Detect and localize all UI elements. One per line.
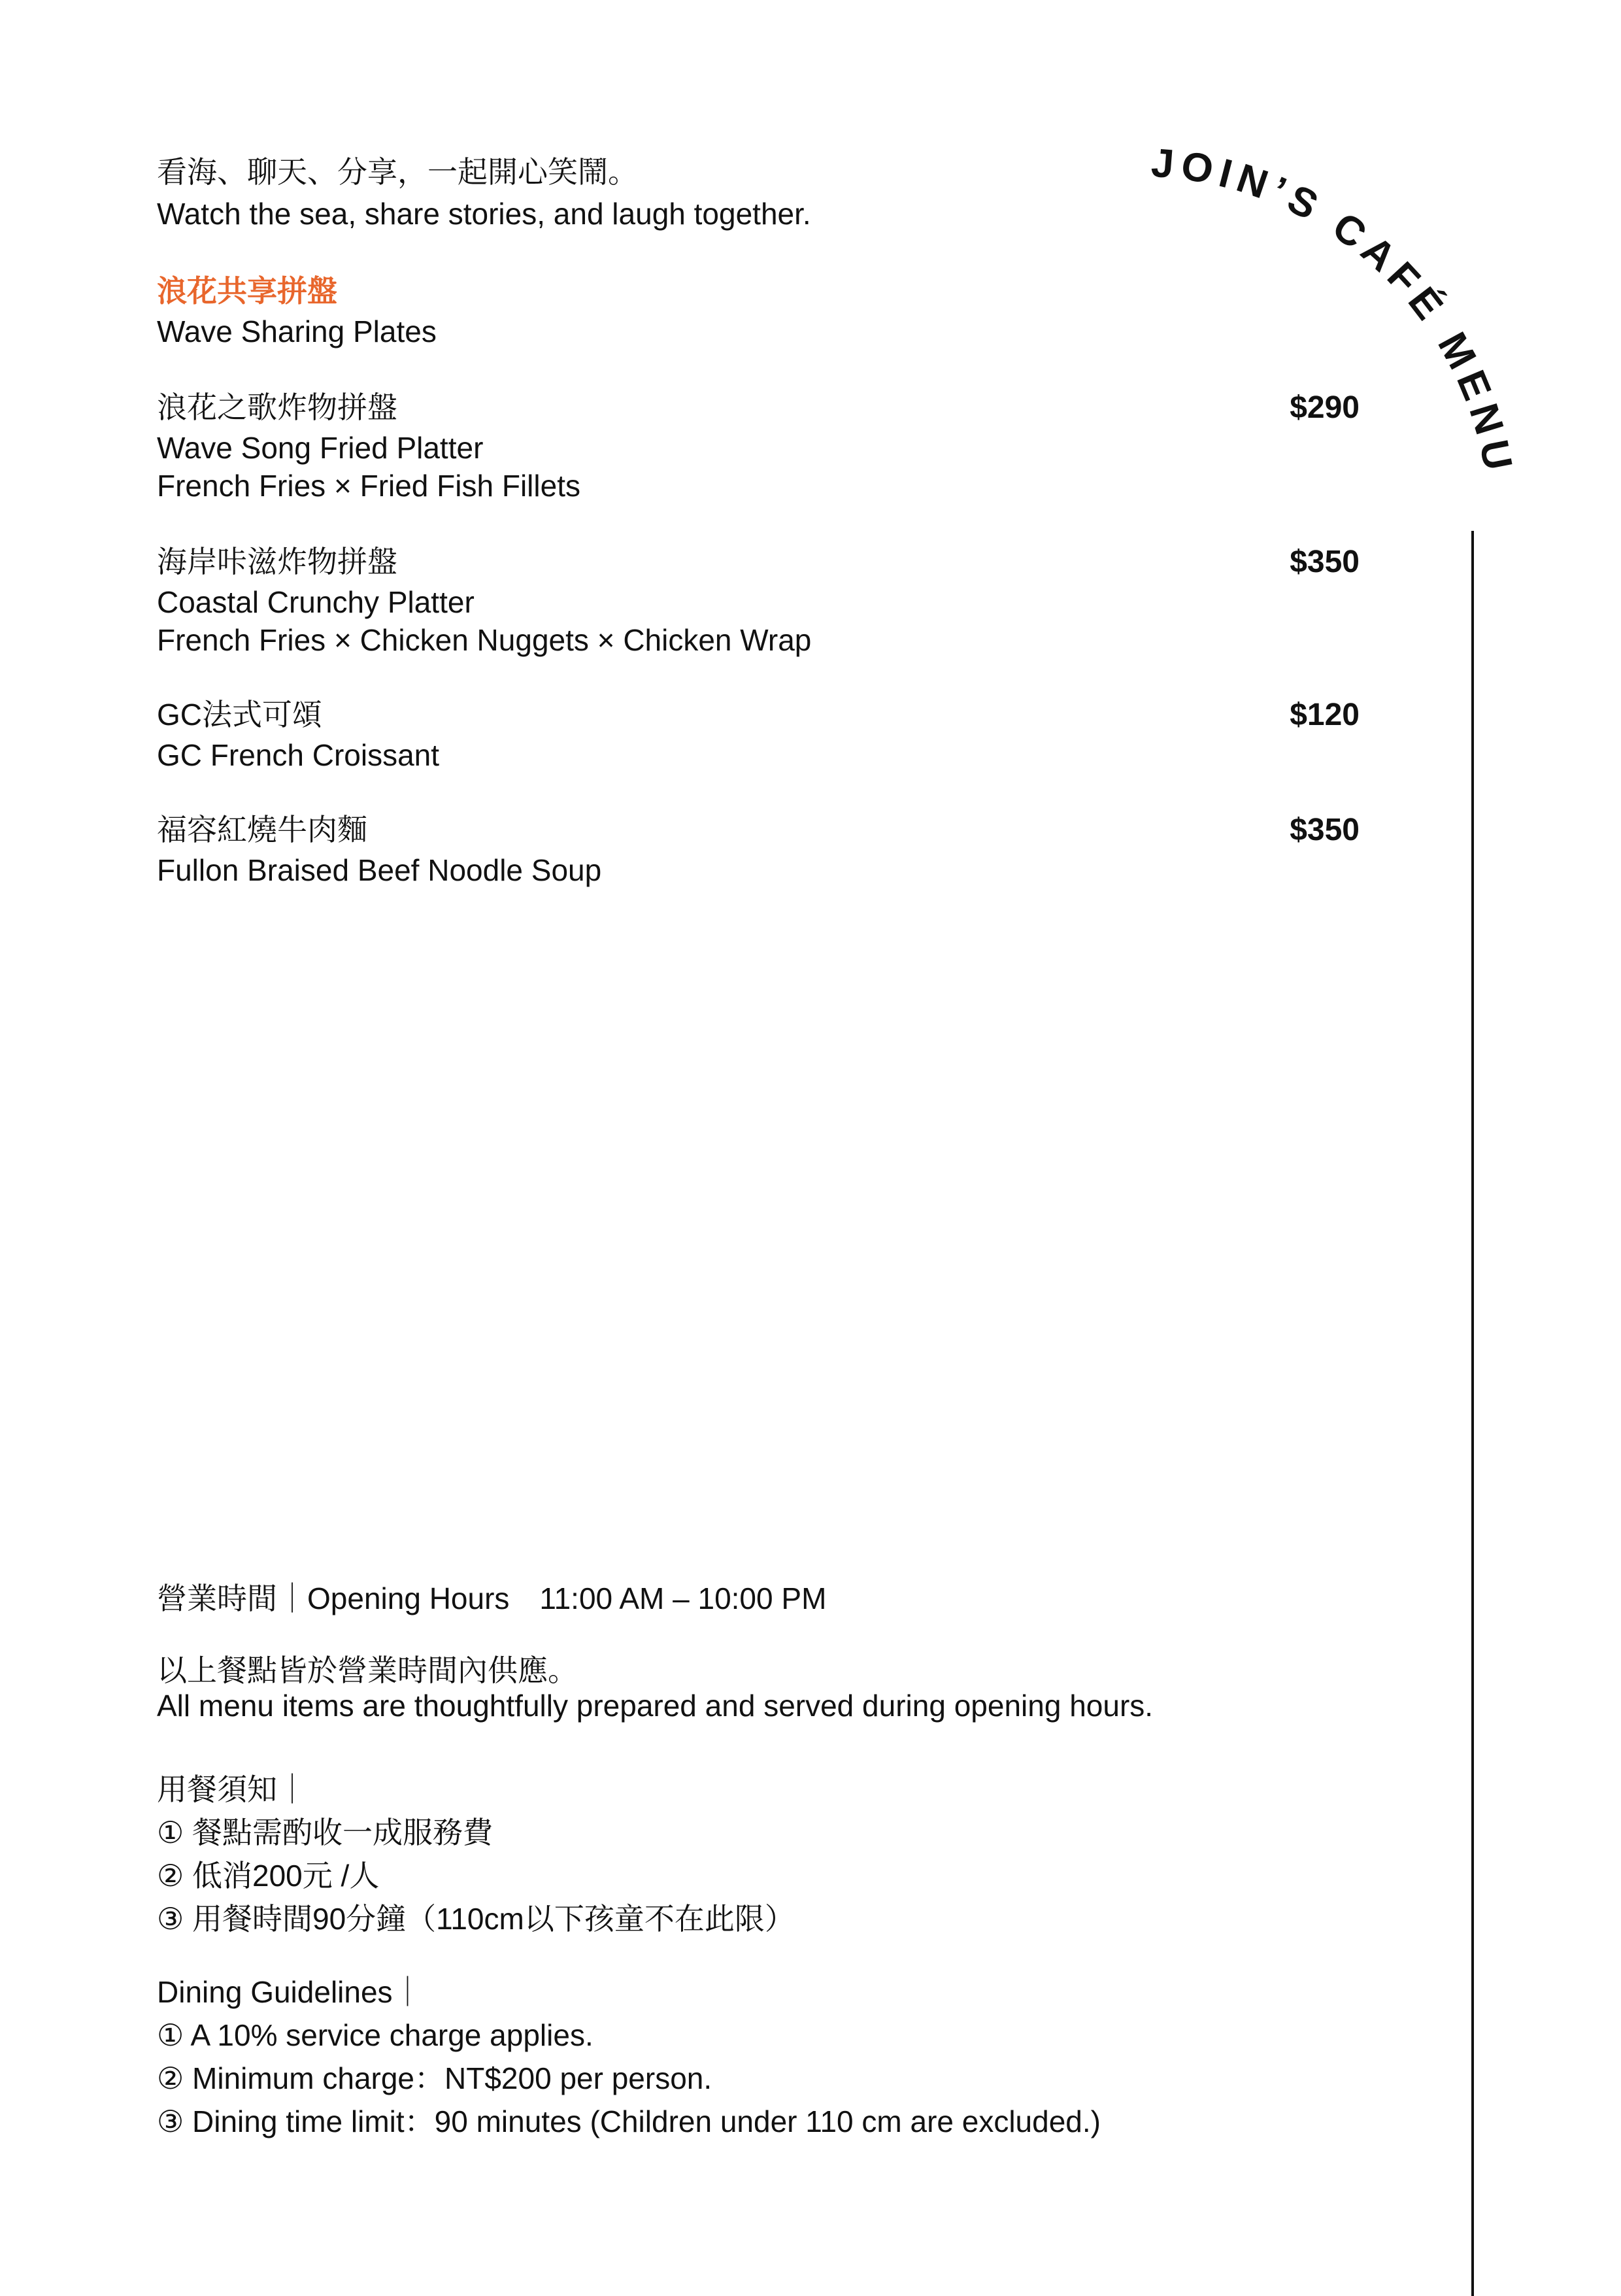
opening-hours-time: 11:00 AM – 10:00 PM (539, 1581, 827, 1615)
menu-item-name-en: Wave Song Fried Platter (157, 431, 484, 465)
intro-en: Watch the sea, share stories, and laugh together. (157, 197, 811, 231)
guidelines-zh-heading: 用餐須知｜ (157, 1772, 307, 1806)
guideline-en-item: ② Minimum charge：NT$200 per person. (157, 2061, 712, 2095)
opening-hours (157, 1581, 826, 1617)
section-title-en: Wave Sharing Plates (157, 314, 437, 348)
svg-text:JOIN’S CAFÉ MENU (1150, 141, 1522, 481)
menu-item-price: $350 (1290, 813, 1360, 847)
intro-zh: 看海、聊天、分享，一起開心笑鬧。 (157, 155, 638, 189)
menu-item-description: French Fries × Chicken Nuggets × Chicken Wrap (157, 623, 812, 657)
guideline-zh-item: ② 低消200元 /人 (157, 1859, 380, 1893)
guideline-en-item: ① A 10% service charge applies. (157, 2018, 593, 2052)
menu-item-name-zh: 海岸咔滋炸物拼盤 (157, 545, 397, 579)
menu-item-name-en: Coastal Crunchy Platter (157, 585, 475, 619)
guideline-zh-item: ③ 用餐時間90分鐘（110cm以下孩童不在此限） (157, 1902, 795, 1936)
menu-item-price: $120 (1290, 698, 1360, 732)
guidelines-en-heading: Dining Guidelines｜ (157, 1975, 423, 2009)
brand-title-arc (1111, 124, 1529, 490)
guideline-en-item: ③ Dining time limit：90 minutes (Children under 110 cm are excluded.) (157, 2104, 1101, 2138)
availability-en: All menu items are thoughtfully prepared and served during opening hours. (157, 1689, 1154, 1723)
section-title-zh: 浪花共享拼盤 (157, 274, 337, 308)
right-divider-line (1471, 531, 1474, 2296)
menu-item-description: French Fries × Fried Fish Fillets (157, 469, 580, 503)
brand-title: JOIN’S CAFÉ MENU (1149, 140, 1522, 481)
menu-item-price: $350 (1290, 545, 1360, 579)
menu-item-price: $290 (1290, 390, 1360, 425)
guideline-zh-item: ① 餐點需酌收一成服務費 (157, 1815, 493, 1849)
menu-item-name-zh: 福容紅燒牛肉麵 (157, 813, 367, 847)
menu-item-name-en: Fullon Braised Beef Noodle Soup (157, 853, 602, 887)
menu-item-name-en: GC French Croissant (157, 738, 440, 772)
menu-item-name-zh: 浪花之歌炸物拼盤 (157, 390, 397, 424)
availability-zh: 以上餐點皆於營業時間內供應。 (157, 1653, 578, 1687)
menu-item-name-zh: GC法式可頌 (157, 698, 322, 732)
opening-hours-label: 營業時間｜Opening Hours (157, 1581, 510, 1615)
